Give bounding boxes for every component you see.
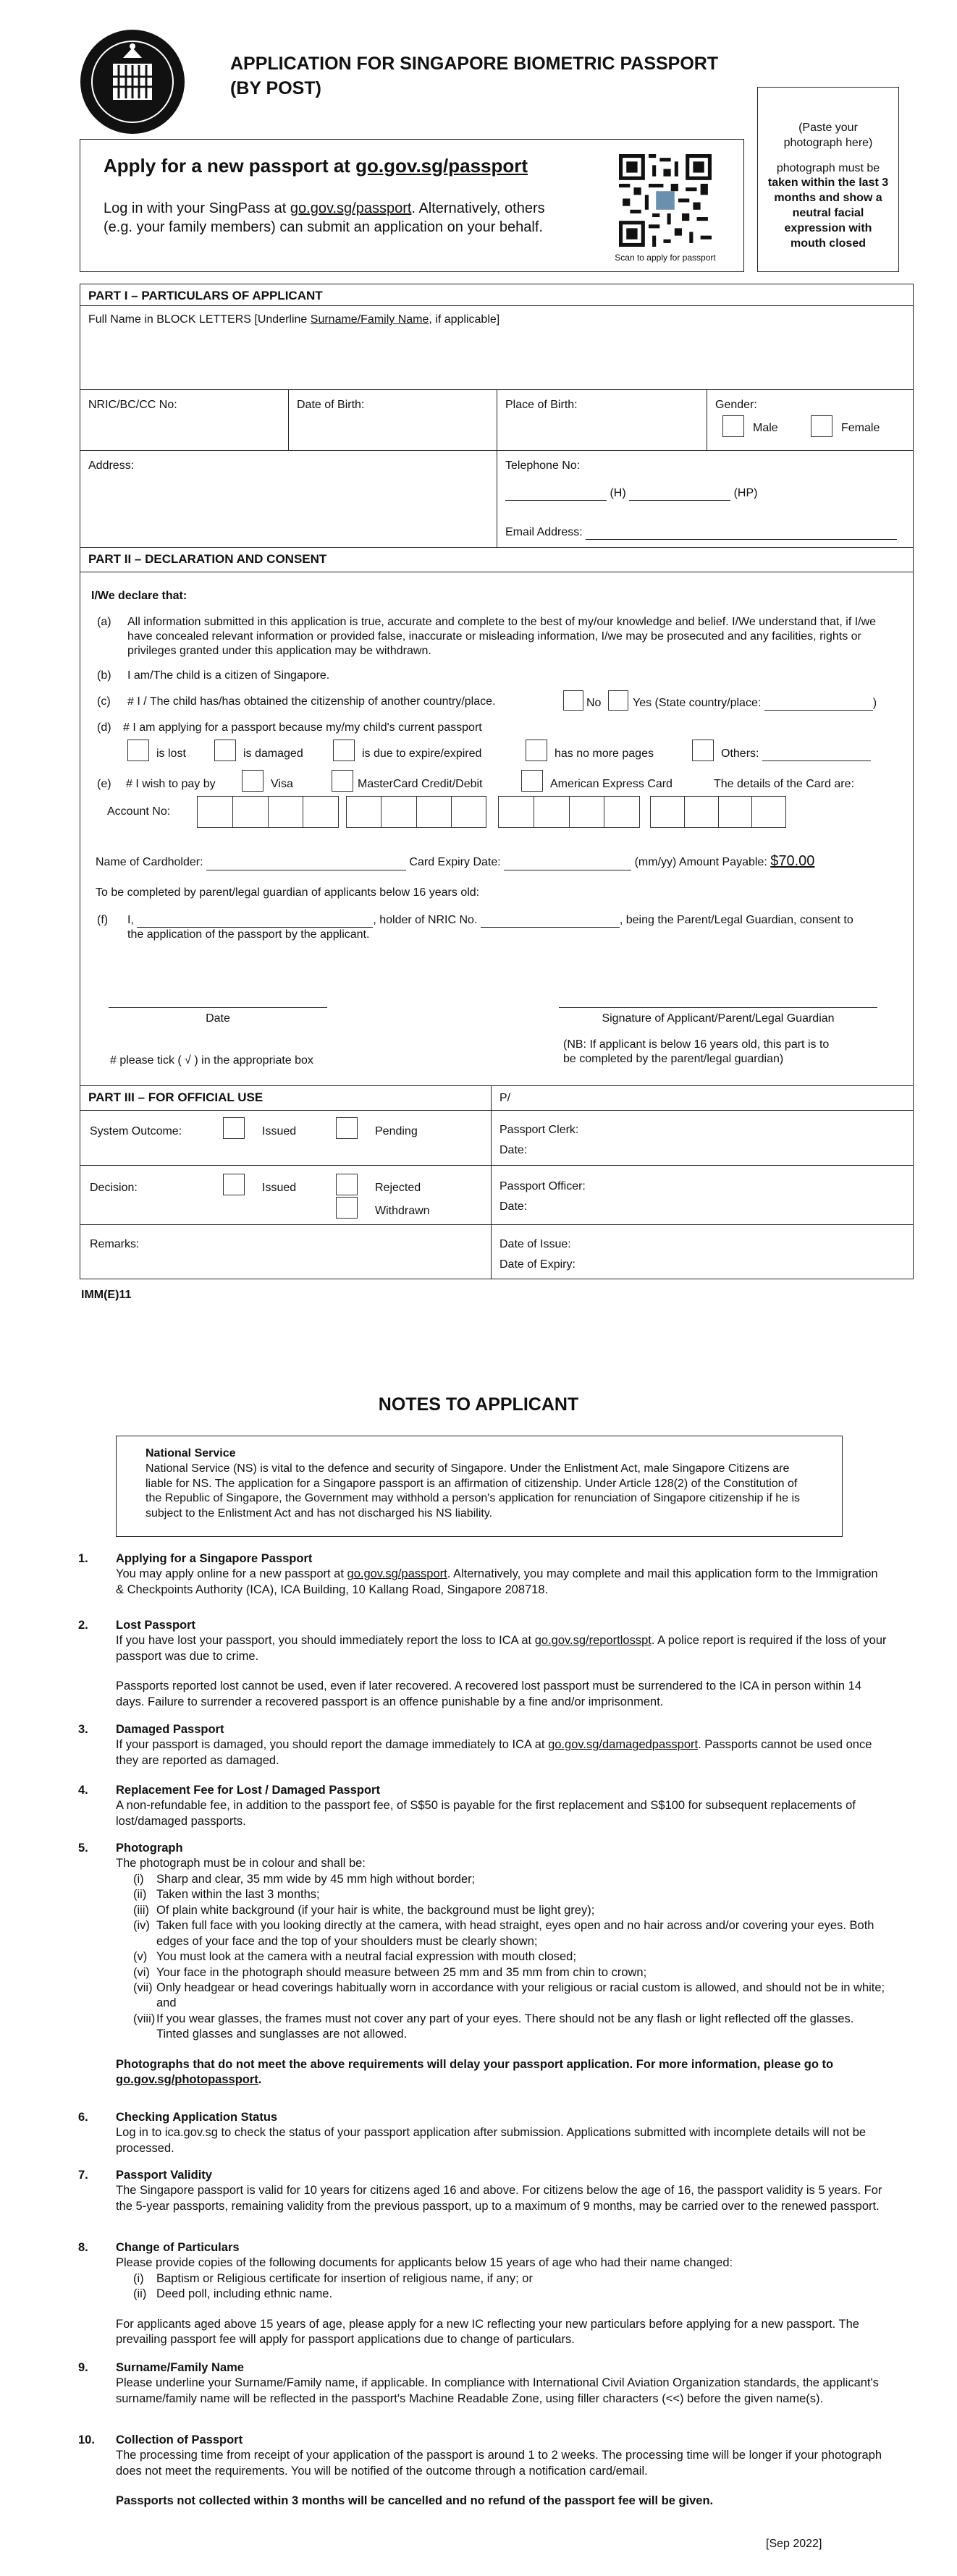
dob-label: Date of Birth: <box>297 399 365 411</box>
note-9-number: 9. <box>78 2361 88 2374</box>
email-label: Email Address: <box>505 526 583 538</box>
mobile-phone-field[interactable] <box>629 486 730 501</box>
online-heading-link[interactable]: go.gov.sg/passport <box>355 155 528 177</box>
citizenship-yes-checkbox[interactable] <box>608 690 628 711</box>
damaged-label: is damaged <box>243 747 303 760</box>
note-8-number: 8. <box>78 2241 88 2254</box>
nb-line2: be completed by the parent/legal guardian) <box>563 1053 784 1065</box>
note-2-title: Lost Passport <box>116 1619 196 1632</box>
photo-instruction-2: photograph here) <box>783 136 873 149</box>
decision-withdrawn-label: Withdrawn <box>375 1205 430 1217</box>
clause-f-label: (f) <box>97 914 109 926</box>
no-pages-checkbox[interactable] <box>526 740 547 761</box>
passport-clerk-label: Passport Clerk: <box>499 1124 579 1136</box>
ica-logo <box>78 27 187 136</box>
expiry-field[interactable] <box>504 857 631 870</box>
note-1-text: You may apply online for a new passport at <box>116 1567 347 1581</box>
account-group-3[interactable] <box>498 796 640 828</box>
decision-rejected-label: Rejected <box>375 1182 421 1194</box>
note-3-number: 3. <box>78 1723 88 1736</box>
note-5-number: 5. <box>78 1842 88 1855</box>
part1-heading: PART I – PARTICULARS OF APPLICANT <box>88 289 323 302</box>
guardian-i-label: I, <box>127 914 134 926</box>
full-name-label-suffix: , if applicable] <box>429 313 500 326</box>
decision-issued-label: Issued <box>262 1182 297 1194</box>
citizenship-no-checkbox[interactable] <box>563 690 583 711</box>
note-7-title: Passport Validity <box>116 2169 212 2182</box>
form-version: [Sep 2022] <box>766 2538 822 2550</box>
note-4-title: Replacement Fee for Lost / Damaged Passport <box>116 1784 380 1797</box>
note-6-number: 6. <box>78 2111 88 2124</box>
photo-instruction-1: (Paste your <box>798 122 858 134</box>
note-10-text: The processing time from receipt of your application of the passport is around 1 to 2 weeks. The processing time will be longer if your photograph does not meet the requirements. You will be notified of the outcome through a notification card/email. <box>116 2449 882 2478</box>
note-10-title: Collection of Passport <box>116 2433 243 2446</box>
clause-e-label: (e) <box>97 778 111 790</box>
outcome-issued-checkbox[interactable] <box>223 1117 245 1139</box>
form-subtitle: (BY POST) <box>230 77 321 98</box>
outcome-issued-label: Issued <box>262 1125 297 1137</box>
dob-field[interactable] <box>290 412 495 447</box>
address-field[interactable] <box>81 475 486 544</box>
photo-req-item: (vi) Your face in the photograph should measure between 25 mm and 35 mm from chin to crown; <box>133 1965 647 1979</box>
nric-field[interactable] <box>81 412 287 447</box>
note-8-paragraph-2: For applicants aged above 15 years of age, please apply for a new IC reflecting your new particulars before applying for a new passport. The prevailing passport fee will apply for passport applications due to change of particulars. <box>116 2317 859 2347</box>
note-3-text-end: . Passports cannot be used once they are reported as damaged. <box>116 1738 872 1767</box>
no-pages-label: has no more pages <box>555 747 654 760</box>
cardholder-label: Name of Cardholder: <box>96 856 203 868</box>
amount-value: $70.00 <box>770 853 815 869</box>
guardian-consent-text: , being the Parent/Legal Guardian, consent to <box>619 914 853 926</box>
note-2-link[interactable]: go.gov.sg/reportlosspt <box>534 1634 652 1648</box>
amex-checkbox[interactable] <box>521 770 543 792</box>
guardian-nric-field[interactable] <box>481 915 620 928</box>
national-service-box <box>116 1436 843 1537</box>
damaged-checkbox[interactable] <box>214 740 236 761</box>
clause-a-text: All information submitted in this application is true, accurate and complete to the best of my/our knowledge and belief. I/We understand that, if I/we have concealed relevant information or provided false, inaccurate or misleading information, I/we may be prosecuted and any facilities, rights or privileges granted under this application may be withdrawn. <box>127 616 877 657</box>
photo-req-item: (iv) Taken full face with you looking directly at the camera, with head straight, eyes open and no hair across and/or covering your eyes. Both edges of your face and the top of your shoulders must be clearly shown; <box>133 1919 874 1948</box>
qr-code-icon[interactable] <box>619 154 712 247</box>
part3-heading: PART III – FOR OFFICIAL USE <box>88 1090 264 1104</box>
address-label: Address: <box>88 459 135 472</box>
online-apply-box <box>80 139 744 272</box>
note-5-link[interactable]: go.gov.sg/photopassport <box>116 2073 258 2087</box>
others-label: Others: <box>721 747 759 760</box>
part2-heading: PART II – DECLARATION AND CONSENT <box>88 552 327 566</box>
note-9-title: Surname/Family Name <box>116 2361 244 2374</box>
note-5-intro: The photograph must be in colour and shall be: <box>116 1857 366 1870</box>
note-2-paragraph-2: Passports reported lost cannot be used, even if later recovered. A recovered lost passport must be surrendered to the ICA in person within 14 days. Failure to surrender a recovered passport is an offence punishable by a fine and/or imprisonment. <box>116 1679 861 1708</box>
note-2-number: 2. <box>78 1619 88 1632</box>
remarks-field[interactable] <box>81 1252 486 1278</box>
amount-label: (mm/yy) Amount Payable: <box>634 856 767 868</box>
note-1-title: Applying for a Singapore Passport <box>116 1552 313 1565</box>
photo-requirements-list <box>116 1872 889 2043</box>
full-name-label: Full Name in BLOCK LETTERS [Underline <box>88 313 311 326</box>
outcome-pending-checkbox[interactable] <box>336 1117 358 1139</box>
pob-label: Place of Birth: <box>505 399 578 411</box>
date-of-expiry-label: Date of Expiry: <box>499 1258 576 1271</box>
note-1-number: 1. <box>78 1552 88 1565</box>
qr-caption: Scan to apply for passport <box>615 253 716 263</box>
note-7-number: 7. <box>78 2169 88 2182</box>
ns-text: National Service (NS) is vital to the defence and security of Singapore. Under the Enlistment Act, male Singapore Citizens are liable for NS. The application for a Singapore passport is an affirmation of citizenship. Under Article 128(2) of the Constitution of the Republic of Singapore, the Government may withhold a person's application for renunciation of Singapore citizenship if he is subject to the Enlistment Act and has not discharged his NS liability. <box>146 1462 801 1520</box>
applicant-signature-line[interactable] <box>559 1007 877 1008</box>
clause-b-text: I am/The child is a citizen of Singapore. <box>127 669 330 682</box>
mastercard-checkbox[interactable] <box>332 770 353 792</box>
others-checkbox[interactable] <box>692 740 714 761</box>
note-3-link[interactable]: go.gov.sg/damagedpassport <box>548 1738 699 1752</box>
photo-req-item: (viii) If you wear glasses, the frames must not cover any part of your eyes. There should not be any flash or light reflected off the glasses. Tinted glasses and sunglasses are not allowed. <box>133 2012 854 2041</box>
female-checkbox[interactable] <box>811 415 832 437</box>
home-phone-field[interactable] <box>505 486 607 501</box>
others-field[interactable] <box>762 748 871 761</box>
mobile-phone-label: (HP) <box>733 487 758 499</box>
online-heading: Apply for a new passport at <box>104 155 356 177</box>
account-group-1[interactable] <box>197 796 339 828</box>
system-outcome-label: System Outcome: <box>90 1125 182 1137</box>
nb-line1: (NB: If applicant is below 16 years old, this part is to <box>563 1038 830 1051</box>
particulars-doc-item: (i) Baptism or Religious certificate for insertion of religious name, if any; or <box>133 2271 533 2285</box>
form-title: APPLICATION FOR SINGAPORE BIOMETRIC PASSPORT <box>230 54 719 74</box>
expiry-label: Card Expiry Date: <box>409 856 501 868</box>
date-signature-line[interactable] <box>109 1007 327 1008</box>
clerk-date-label: Date: <box>499 1144 528 1156</box>
expiring-checkbox[interactable] <box>333 740 355 761</box>
note-7-text: The Singapore passport is valid for 10 years for citizens aged 16 and above. For citizens below the age of 16, the passport validity is 5 years. For the 5-year passports, remaining validity from the previous passport, up to a maximum of 9 months, may be carried over to the renewed passport. <box>116 2184 882 2213</box>
note-6-title: Checking Application Status <box>116 2111 278 2124</box>
mastercard-label: MasterCard Credit/Debit <box>358 778 483 790</box>
guardian-name-field[interactable] <box>137 915 373 928</box>
note-5-end: . <box>258 2073 262 2087</box>
note-8-title: Change of Particulars <box>116 2241 240 2254</box>
email-field[interactable] <box>586 525 897 540</box>
note-2-text-end: . A police report is required if the loss of your passport was due to crime. <box>116 1634 887 1663</box>
cardholder-field[interactable] <box>206 857 406 870</box>
tick-note: # please tick ( √ ) in the appropriate box <box>110 1054 313 1067</box>
pob-field[interactable] <box>498 412 704 447</box>
note-4-text: A non-refundable fee, in addition to the passport fee, of S$50 is payable for the first replacement and S$100 for subsequent replacements of lost/damaged passports. <box>116 1799 856 1828</box>
lost-checkbox[interactable] <box>127 740 149 761</box>
photo-req-item: (vii) Only headgear or head coverings habitually worn in accordance with your religious or racial custom is allowed, and should not be in white; and <box>133 1980 885 2010</box>
p-ref-label: P/ <box>499 1092 511 1104</box>
declare-label: I/We declare that: <box>91 590 187 602</box>
card-details-label: The details of the Card are: <box>714 778 854 790</box>
photo-req-item: (iii) Of plain white background (if your hair is white, the background must be light grey); <box>133 1903 595 1917</box>
officer-date-label: Date: <box>499 1200 528 1213</box>
photo-requirements: taken within the last 3 months and show a neutral facial expression with mouth closed <box>767 177 889 250</box>
decision-rejected-checkbox[interactable] <box>336 1174 358 1195</box>
lost-label: is lost <box>156 747 186 760</box>
clause-a-label: (a) <box>97 616 111 628</box>
guardian-intro: To be completed by parent/legal guardian of applicants below 16 years old: <box>96 886 480 899</box>
decision-withdrawn-checkbox[interactable] <box>336 1197 358 1219</box>
online-body-link[interactable]: go.gov.sg/passport <box>290 200 412 216</box>
note-2-text: If you have lost your passport, you should immediately report the loss to ICA at <box>116 1634 535 1648</box>
form-code: IMM(E)11 <box>81 1289 132 1301</box>
guardian-nric-label: , holder of NRIC No. <box>373 914 478 926</box>
full-name-field[interactable] <box>81 330 912 388</box>
signature-label: Signature of Applicant/Parent/Legal Guardian <box>602 1012 835 1025</box>
visa-label: Visa <box>271 778 293 790</box>
online-body-suffix: . Alternatively, others <box>411 200 545 216</box>
citizenship-country-field[interactable] <box>764 698 873 711</box>
account-group-4[interactable] <box>650 796 786 828</box>
particulars-doc-item: (ii) Deed poll, including ethnic name. <box>133 2287 333 2301</box>
remarks-label: Remarks: <box>90 1238 140 1250</box>
clause-e-text: # I wish to pay by <box>126 778 216 790</box>
online-body-line2: (e.g. your family members) can submit an application on your behalf. <box>104 219 543 235</box>
account-group-2[interactable] <box>346 796 486 828</box>
citizenship-yes-label: Yes (State country/place: <box>633 697 762 709</box>
visa-checkbox[interactable] <box>242 770 264 792</box>
note-1-text-end: . Alternatively, you may complete and mail this application form to the Immigration & Checkpoints Authority (ICA), ICA Building, 10 Kallang Road, Singapore 208718. <box>116 1567 878 1596</box>
note-1-link[interactable]: go.gov.sg/passport <box>347 1567 447 1581</box>
amex-label: American Express Card <box>550 778 673 790</box>
guardian-consent-line2: the application of the passport by the applicant. <box>127 928 370 941</box>
female-label: Female <box>841 422 880 434</box>
decision-issued-checkbox[interactable] <box>223 1174 245 1195</box>
note-4-number: 4. <box>78 1784 88 1797</box>
note-5-title: Photograph <box>116 1842 183 1855</box>
note-5-warning: Photographs that do not meet the above requirements will delay your passport application. For more information, please go to <box>116 2057 834 2071</box>
telephone-label: Telephone No: <box>505 459 581 472</box>
photo-req-item: (ii) Taken within the last 3 months; <box>133 1888 320 1902</box>
date-of-issue-label: Date of Issue: <box>499 1238 571 1250</box>
nric-label: NRIC/BC/CC No: <box>88 399 177 411</box>
citizenship-close: ) <box>872 697 877 709</box>
note-3-title: Damaged Passport <box>116 1723 224 1736</box>
male-checkbox[interactable] <box>722 415 744 437</box>
clause-c-text: # I / The child has/has obtained the citizenship of another country/place. <box>127 695 496 708</box>
note-3-text: If your passport is damaged, you should report the damage immediately to ICA at <box>116 1738 549 1752</box>
photo-instruction-3: photograph must be <box>776 161 880 174</box>
male-label: Male <box>753 422 778 434</box>
clause-d-label: (d) <box>97 721 111 734</box>
ns-title: National Service <box>146 1447 236 1459</box>
notes-heading: NOTES TO APPLICANT <box>378 1394 579 1415</box>
note-10-warning: Passports not collected within 3 months will be cancelled and no refund of the passport fee will be given. <box>116 2494 714 2508</box>
date-label: Date <box>206 1012 230 1025</box>
clause-c-label: (c) <box>97 695 111 708</box>
home-phone-label: (H) <box>610 487 626 499</box>
clause-d-text: # I am applying for a passport because my/my child's current passport <box>123 721 482 734</box>
photo-box[interactable] <box>757 87 899 272</box>
note-8-intro: Please provide copies of the following documents for applicants below 15 years of age who had their name changed: <box>116 2256 733 2270</box>
note-6-text: Log in to ica.gov.sg to check the status of your passport application after submission. Applications submitted with incomplete details will not be processed. <box>116 2126 867 2155</box>
account-no-label: Account No: <box>107 805 171 818</box>
online-body: Log in with your SingPass at <box>104 200 290 216</box>
decision-label: Decision: <box>90 1182 138 1194</box>
expiring-label: is due to expire/expired <box>362 747 482 760</box>
full-name-label-underlined: Surname/Family Name <box>310 313 429 326</box>
passport-officer-label: Passport Officer: <box>499 1180 586 1192</box>
photo-req-item: (i) Sharp and clear, 35 mm wide by 45 mm high without border; <box>133 1872 476 1886</box>
citizenship-no-label: No <box>586 697 602 709</box>
note-9-text: Please underline your Surname/Family name, if applicable. In compliance with International Civil Aviation Organization standards, the applicant's surname/family name will be reflected in the passport's Machine Readable Zone, using filler characters (<<) before the given name(s). <box>116 2376 879 2405</box>
gender-label: Gender: <box>715 399 757 411</box>
note-10-number: 10. <box>78 2433 95 2446</box>
outcome-pending-label: Pending <box>375 1125 418 1137</box>
clause-b-label: (b) <box>97 669 111 682</box>
photo-req-item: (v) You must look at the camera with a neutral facial expression with mouth closed; <box>133 1950 576 1964</box>
